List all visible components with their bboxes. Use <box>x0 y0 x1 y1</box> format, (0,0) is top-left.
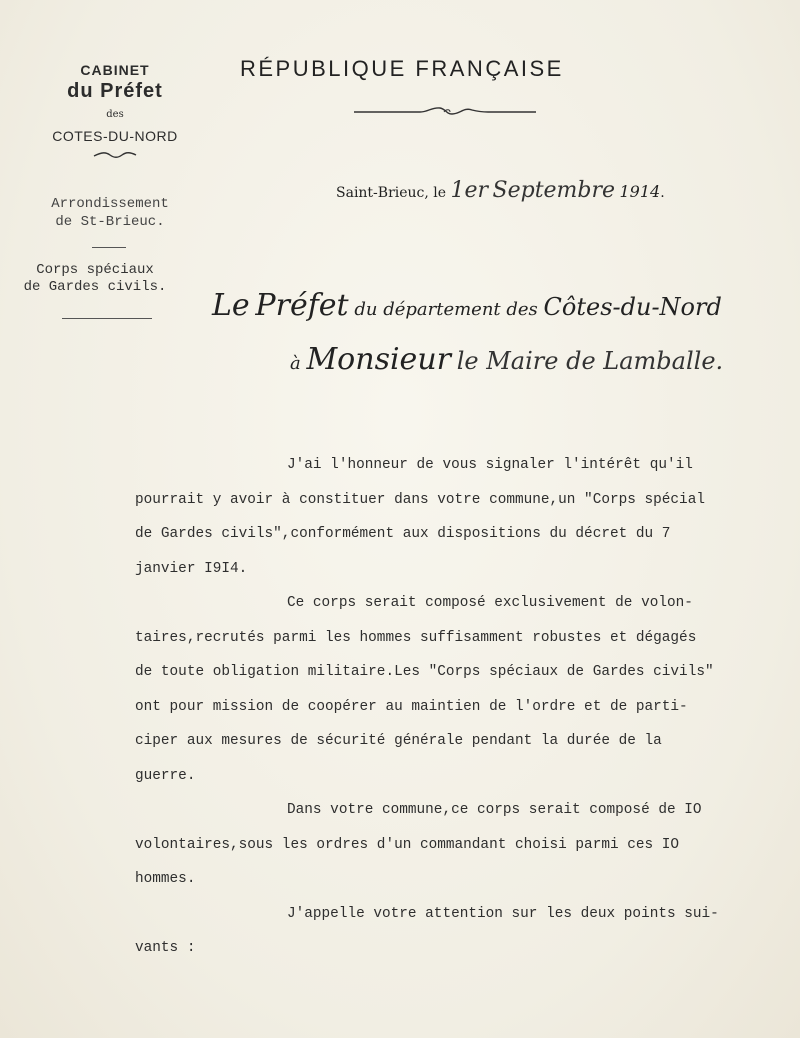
cabinet-label: CABINET <box>80 62 150 78</box>
body-line: vants : <box>135 940 196 956</box>
du-prefet-label: du Préfet <box>67 80 163 102</box>
divider-rule <box>62 318 152 319</box>
sender-le: Le <box>212 288 250 323</box>
dateline-month: Septembre <box>492 178 616 203</box>
sender-line <box>212 288 722 323</box>
body-line: de toute obligation militaire.Les "Corps spéciaux de Gardes civils" <box>135 664 714 680</box>
dateline-end: . <box>660 185 665 201</box>
letter-body <box>135 448 800 966</box>
recipient-line <box>290 342 723 377</box>
corps-line2: de Gardes civils. <box>23 279 167 295</box>
corps-line1: Corps spéciaux <box>36 262 154 278</box>
department-label: COTES-DU-NORD <box>52 128 178 144</box>
small-flourish-ornament <box>92 150 138 160</box>
body-line: J'ai l'honneur de vous signaler l'intérêt qu'il <box>287 457 693 473</box>
des-label: des <box>106 109 124 120</box>
body-line: Ce corps serait composé exclusivement de volon- <box>287 595 693 611</box>
arrondissement-block <box>15 195 205 231</box>
heading-flourish-ornament <box>350 104 540 118</box>
arrondissement-line1: Arrondissement <box>51 196 169 212</box>
recipient-a: à <box>290 353 301 374</box>
body-line: volontaires,sous les ordres d'un commandant choisi parmi ces IO <box>135 836 680 853</box>
dateline-place: Saint-Brieuc, le <box>336 185 447 201</box>
recipient-handwritten: le Maire de Lamballe. <box>456 347 724 375</box>
republique-heading: RÉPUBLIQUE FRANÇAISE <box>240 56 564 81</box>
dateline <box>336 178 665 203</box>
sender-rest: du département des <box>354 299 538 320</box>
body-line: guerre. <box>135 767 196 784</box>
dateline-day: 1er <box>450 178 489 203</box>
body-line: janvier I9I4. <box>135 560 248 577</box>
corps-speciaux-block <box>0 262 190 296</box>
body-line: taires,recrutés parmi les hommes suffisamment robustes et dégagés <box>135 629 697 646</box>
arrondissement-line2: de St-Brieuc. <box>55 214 165 230</box>
body-line: hommes. <box>135 871 196 887</box>
body-line: ciper aux mesures de sécurité générale pendant la durée de la <box>135 733 662 749</box>
divider-rule <box>92 247 126 248</box>
body-line: ont pour mission de coopérer au maintien de l'ordre et de parti- <box>135 698 688 715</box>
body-line: J'appelle votre attention sur les deux points sui- <box>287 905 719 922</box>
body-line: de Gardes civils",conformément aux dispositions du décret du 7 <box>135 526 671 542</box>
recipient-monsieur: Monsieur <box>306 342 451 377</box>
dateline-year: 1914 <box>619 182 661 201</box>
cabinet-letterhead <box>30 62 200 160</box>
body-line: pourrait y avoir à constituer dans votre commune,un "Corps spécial <box>135 491 705 508</box>
sender-department: Côtes-du-Nord <box>543 293 722 321</box>
sender-prefet: Préfet <box>255 288 349 323</box>
body-line: Dans votre commune,ce corps serait composé de IO <box>287 802 702 818</box>
